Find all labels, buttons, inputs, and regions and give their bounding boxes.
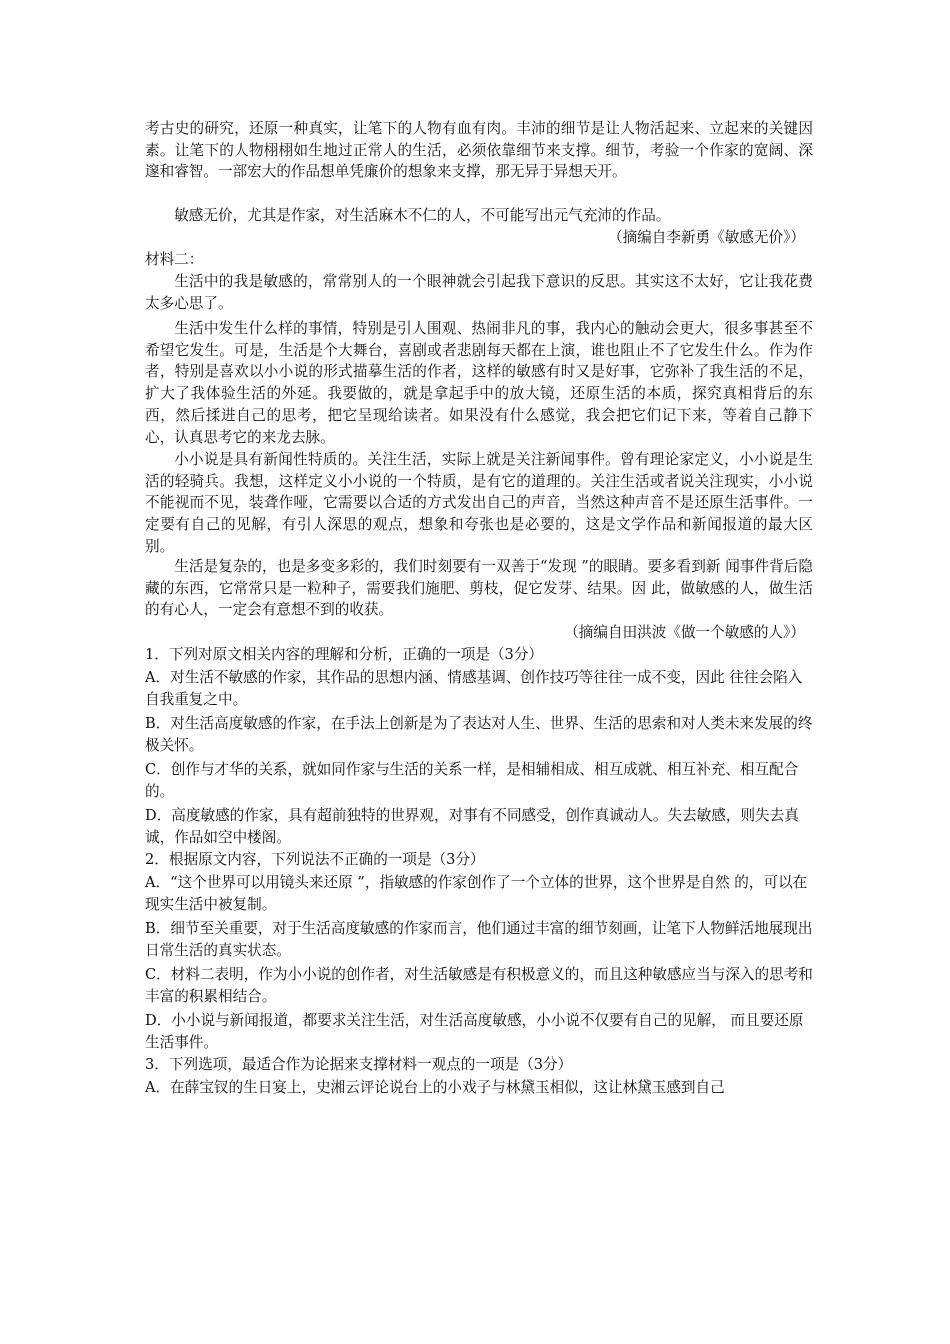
question-1-option-c: C．创作与才华的关系，就如同作家与生活的关系一样，是相辅相成、相互成就、相互补充、相互配合的。 xyxy=(145,761,799,800)
material2-paragraph-2: 生活中发生什么样的事情，特别是引人围观、热闹非凡的事，我内心的触动会更大，很多事甚至不希望它发生。可是，生活是个大舞台，喜剧或者悲剧每天都在上演，谁也阻止不了它发生什么。作为作者，特别是喜欢以小小说的形式描摹生活的作者，这样的敏感有时又是好事，它弥补了我生活的不足，扩大了我体验生活的外延。我要做的，就是拿起手中的放大镜，还原生活的本质，探究真相背后的东西，然后揉进自己的思考，把它呈现给读者。如果没有什么感觉，我会把它们记下来，等着自己静下心，认真思考它的来龙去脉。 xyxy=(145,320,813,446)
question-2-option-d: D．小小说与新闻报道，都要求关注生活，对生活高度敏感，小小说不仅要有自己的见解， 而且要还原生活事件。 xyxy=(145,1012,804,1051)
question-1-option-b: B．对生活高度敏感的作家，在手法上创新是为了表达对人生、世界、生活的思索和对人类未来发展的终极关怀。 xyxy=(145,715,813,754)
question-1-option-a: A．对生活不敏感的作家，其作品的思想内涵、情感基调、创作技巧等往往一成不变，因此 往往会陷入自我重复之中。 xyxy=(145,669,803,708)
question-2-option-a: A．“这个世界可以用镜头来还原 ”，指敏感的作家创作了一个立体的世界，这个世界是自然 的，可以在现实生活中被复制。 xyxy=(145,874,808,913)
question-2-option-b: B．细节至关重要，对于生活高度敏感的作家而言，他们通过丰富的细节刻画，让笔下人物鲜活地展现出日常生活的真实状态。 xyxy=(145,920,813,959)
question-1-stem: 1．下列对原文相关内容的理解和分析，正确的一项是（3分） xyxy=(145,646,544,663)
question-2-option-c: C．材料二表明，作为小小说的创作者，对生活敏感是有积极意义的，而且这种敏感应当与深入的思考和丰富的积累相结合。 xyxy=(145,966,813,1005)
material2-paragraph-1: 生活中的我是敏感的，常常别人的一个眼神就会引起我下意识的反思。其实这不太好，它让我花费太多心思了。 xyxy=(145,273,813,312)
question-2-stem: 2．根据原文内容，下列说法不正确的一项是（3分） xyxy=(145,851,485,868)
question-3-option-a: A．在薛宝钗的生日宴上，史湘云评论说台上的小戏子与林黛玉相似，这让林黛玉感到自己 xyxy=(145,1079,725,1096)
material1-source: （摘编自李新勇《敏感无价》） xyxy=(607,229,805,246)
material1-paragraph-tail: 考古史的研究，还原一种真实，让笔下的人物有血有肉。丰沛的细节是让人物活起来、立起来的关键因素。让笔下的人物栩栩如生地过正常人的生活，必须依靠细节来支撑。细节，考验一个作家的宽阔、深邃和睿智。一部宏大的作品想单凭廉价的想象来支撑，那无异于异想天开。 xyxy=(145,120,813,181)
material1-paragraph-last: 敏感无价，尤其是作家，对生活麻木不仁的人，不可能写出元气充沛的作品。 xyxy=(174,207,671,224)
question-1-option-d: D．高度敏感的作家，具有超前独特的世界观，对事有不同感受，创作真诚动人。失去敏感，则失去真诚，作品如空中楼阁。 xyxy=(145,807,799,846)
material2-source: （摘编自田洪波《做一个敏感的人》） xyxy=(564,624,805,641)
question-3-stem: 3．下列选项，最适合作为论据来支撑材料一观点的一项是（3分） xyxy=(145,1056,573,1073)
material2-paragraph-3: 小小说是具有新闻性特质的。关注生活，实际上就是关注新闻事件。曾有理论家定义，小小说是生活的轻骑兵。我想，这样定义小小说的一个特质，是有它的道理的。关注生活或者说关注现实，小小说不能视而不见，装聋作哑，它需要以合适的方式发出自己的声音，当然这种声音不是还原生活事件。一定要有自己的见解，有引人深思的观点，想象和夸张也是必要的，这是文学作品和新闻报道的最大区别。 xyxy=(145,451,813,555)
material2-paragraph-4: 生活是复杂的，也是多变多彩的，我们时刻要有一双善于“发现 ”的眼睛。要多看到新 闻事件背后隐藏的东西，它常常只是一粒种子，需要我们施肥、剪枝，促它发芽、结果。因 此，做敏感的人，做生活的有心人，一定会有意想不到的收获。 xyxy=(145,558,813,619)
material2-label: 材料二： xyxy=(145,251,204,268)
